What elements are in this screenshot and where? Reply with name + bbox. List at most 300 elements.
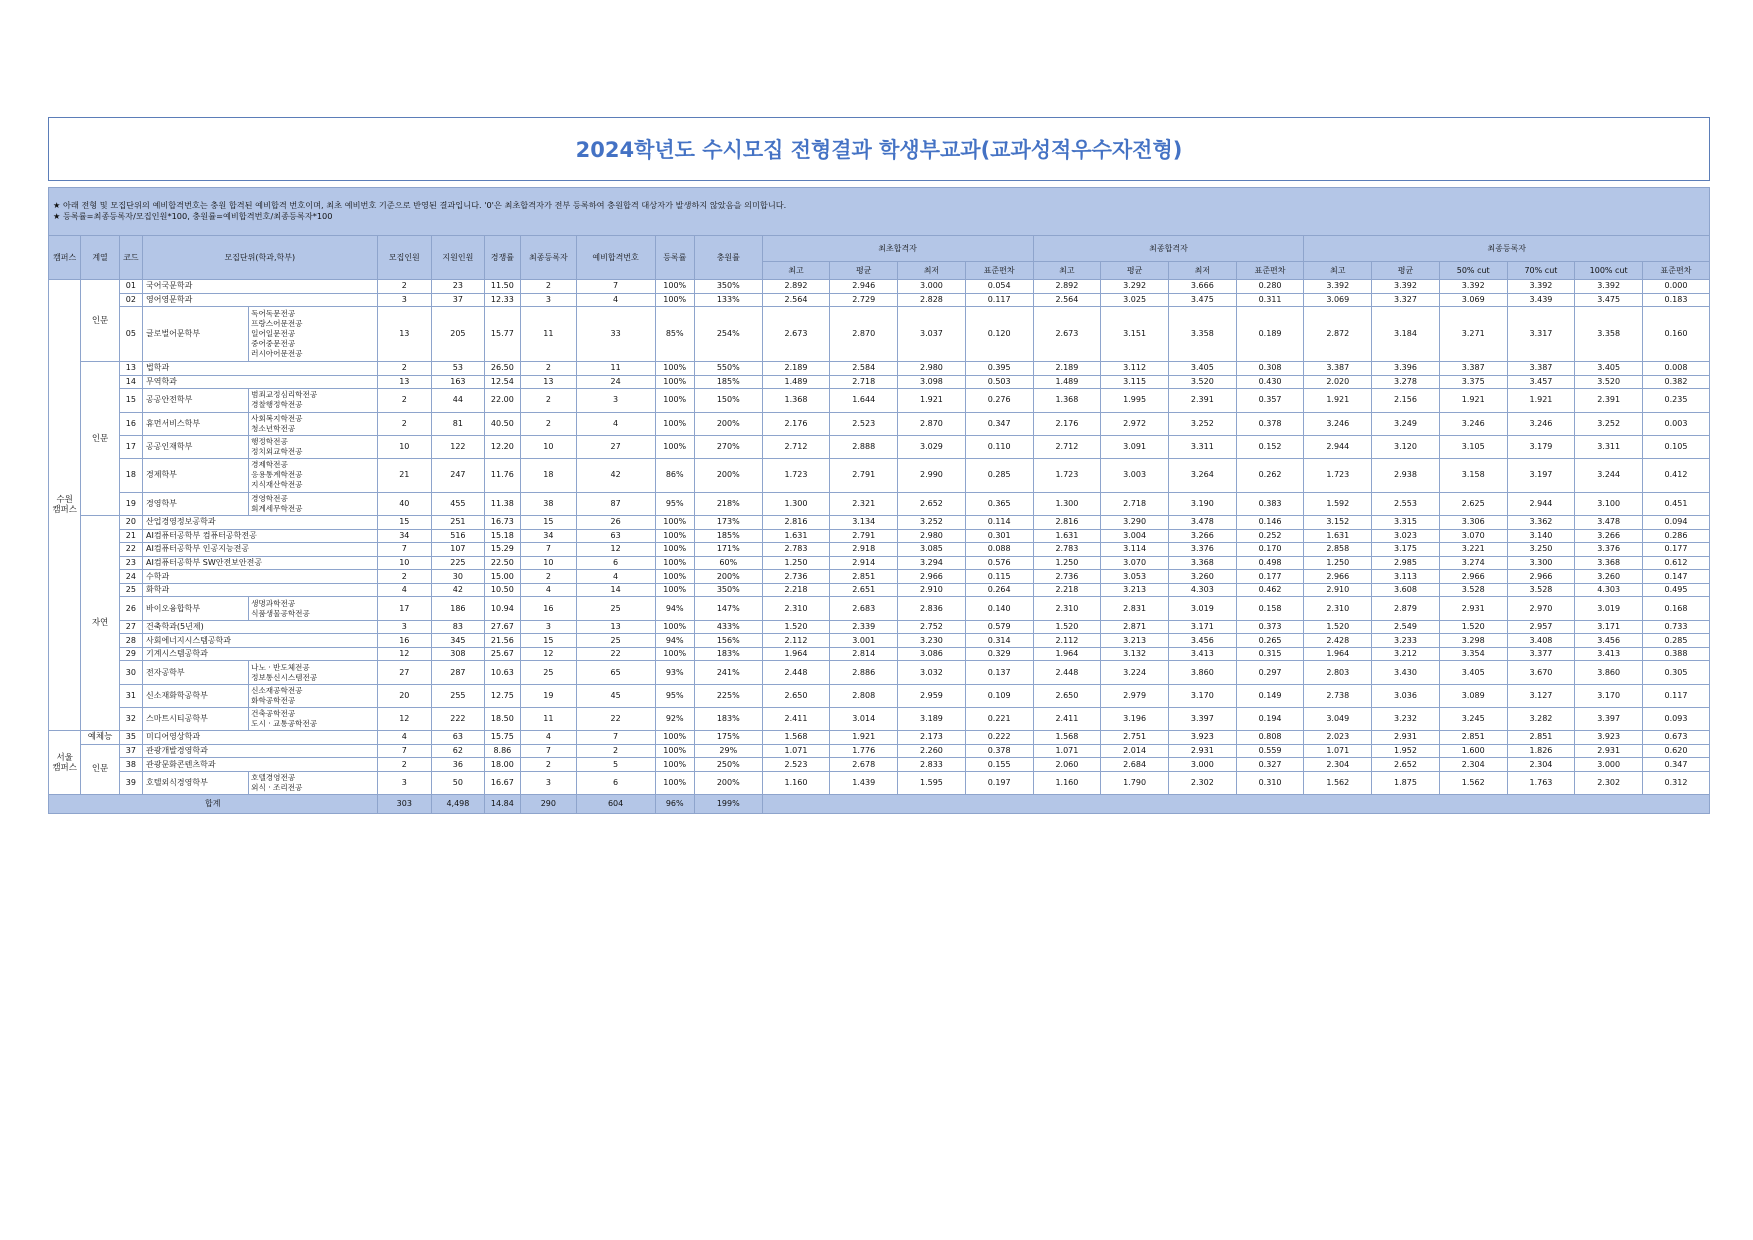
cell-value: 22.50 bbox=[484, 556, 520, 570]
total-row bbox=[49, 794, 1710, 813]
cell-value: 2.836 bbox=[898, 597, 966, 620]
cell-value: 20 bbox=[377, 684, 432, 707]
cell-value: 11.38 bbox=[484, 492, 520, 515]
cell-value: 2.738 bbox=[1304, 684, 1372, 707]
major-name: 일어일문전공 bbox=[251, 329, 296, 339]
cell-value: 0.498 bbox=[1236, 556, 1304, 570]
cell-value: 3.112 bbox=[1101, 362, 1169, 376]
cell-value: 2 bbox=[521, 412, 577, 435]
table-row bbox=[49, 684, 1710, 707]
cell-majors bbox=[249, 412, 377, 435]
cell-value: 0.120 bbox=[965, 307, 1033, 362]
cell-code: 31 bbox=[119, 684, 142, 707]
cell-value: 3.152 bbox=[1304, 515, 1372, 529]
cell-value: 2.302 bbox=[1575, 771, 1643, 794]
cell-value: 0.170 bbox=[1236, 543, 1304, 557]
cell-value: 2.304 bbox=[1507, 758, 1575, 772]
cell-value: 2.831 bbox=[1101, 597, 1169, 620]
cell-value: 3.300 bbox=[1507, 556, 1575, 570]
cell-value: 2.833 bbox=[898, 758, 966, 772]
cell-code: 38 bbox=[119, 758, 142, 772]
cell-value: 4 bbox=[377, 583, 432, 597]
cell-value: 200% bbox=[694, 412, 762, 435]
cell-value: 3.171 bbox=[1168, 620, 1236, 634]
cell-value: 25 bbox=[521, 661, 577, 684]
cell-value: 3.132 bbox=[1101, 647, 1169, 661]
cell-value: 0.168 bbox=[1643, 597, 1710, 620]
cell-value: 33 bbox=[576, 307, 655, 362]
cell-value: 4 bbox=[377, 731, 432, 745]
cell-value: 25 bbox=[576, 634, 655, 648]
cell-value: 1.250 bbox=[1033, 556, 1101, 570]
cell-value: 186 bbox=[432, 597, 485, 620]
cell-unit-name: 기계시스템공학과 bbox=[143, 647, 378, 661]
cell-value: 2.980 bbox=[898, 362, 966, 376]
major-name: 경찰행정학전공 bbox=[251, 400, 303, 410]
cell-value: 0.265 bbox=[1236, 634, 1304, 648]
cell-value: 0.276 bbox=[965, 389, 1033, 412]
cell-value: 2.391 bbox=[1168, 389, 1236, 412]
cell-value: 1.160 bbox=[762, 771, 830, 794]
cell-value: 175% bbox=[694, 731, 762, 745]
cell-value: 18 bbox=[521, 458, 577, 492]
cell-value: 7 bbox=[377, 744, 432, 758]
cell-value: 2.652 bbox=[1372, 758, 1440, 772]
cell-value: 3.327 bbox=[1372, 293, 1440, 307]
cell-value: 4 bbox=[576, 570, 655, 584]
cell-value: 7 bbox=[576, 280, 655, 294]
cell-value: 3.069 bbox=[1439, 293, 1507, 307]
cell-value: 2.523 bbox=[830, 412, 898, 435]
cell-value: 0.576 bbox=[965, 556, 1033, 570]
cell-value: 1.562 bbox=[1304, 771, 1372, 794]
cell-value: 11.50 bbox=[484, 280, 520, 294]
cell-value: 3.069 bbox=[1304, 293, 1372, 307]
cell-value: 3.264 bbox=[1168, 458, 1236, 492]
cell-value: 12 bbox=[377, 707, 432, 730]
cell-value: 0.155 bbox=[965, 758, 1033, 772]
cell-value: 34 bbox=[377, 529, 432, 543]
cell-value: 34 bbox=[521, 529, 577, 543]
cell-value: 1.952 bbox=[1372, 744, 1440, 758]
cell-value: 0.105 bbox=[1643, 435, 1710, 458]
cell-value: 2.966 bbox=[1304, 570, 1372, 584]
cell-value: 3.003 bbox=[1101, 458, 1169, 492]
cell-value: 2.304 bbox=[1439, 758, 1507, 772]
cell-value: 0.197 bbox=[965, 771, 1033, 794]
table-row bbox=[49, 307, 1710, 362]
cell-value: 7 bbox=[576, 731, 655, 745]
cell-value: 1.250 bbox=[1304, 556, 1372, 570]
cell-value: 1.723 bbox=[1033, 458, 1101, 492]
cell-value: 86% bbox=[655, 458, 694, 492]
cell-value: 1.071 bbox=[762, 744, 830, 758]
cell-value: 2.260 bbox=[898, 744, 966, 758]
cell-value: 0.329 bbox=[965, 647, 1033, 661]
cell-value: 0.357 bbox=[1236, 389, 1304, 412]
cell-value: 2.310 bbox=[1033, 597, 1101, 620]
cell-value: 87 bbox=[576, 492, 655, 515]
cell-value: 17 bbox=[377, 597, 432, 620]
cell-value: 2.910 bbox=[898, 583, 966, 597]
cell-value: 2.523 bbox=[762, 758, 830, 772]
col-unit: 모집단위(학과,학부) bbox=[143, 236, 378, 280]
cell-value: 222 bbox=[432, 707, 485, 730]
cell-value: 1.520 bbox=[1304, 620, 1372, 634]
cell-value: 0.310 bbox=[1236, 771, 1304, 794]
cell-value: 3.246 bbox=[1507, 412, 1575, 435]
cell-value: 2.673 bbox=[1033, 307, 1101, 362]
total-value: 14.84 bbox=[484, 794, 520, 813]
cell-value: 3.392 bbox=[1304, 280, 1372, 294]
cell-value: 133% bbox=[694, 293, 762, 307]
cell-value: 107 bbox=[432, 543, 485, 557]
table-row bbox=[49, 661, 1710, 684]
cell-unit-name: 글로벌어문학부 bbox=[143, 307, 249, 362]
cell-value: 122 bbox=[432, 435, 485, 458]
cell-value: 3.362 bbox=[1507, 515, 1575, 529]
cell-value: 0.451 bbox=[1643, 492, 1710, 515]
cell-value: 2.972 bbox=[1101, 412, 1169, 435]
cell-value: 0.140 bbox=[965, 597, 1033, 620]
cell-value: 173% bbox=[694, 515, 762, 529]
cell-value: 100% bbox=[655, 758, 694, 772]
cell-value: 100% bbox=[655, 375, 694, 389]
sub-header: 70% cut bbox=[1507, 262, 1575, 280]
cell-value: 4.303 bbox=[1575, 583, 1643, 597]
cell-value: 1.995 bbox=[1101, 389, 1169, 412]
cell-value: 2.791 bbox=[830, 529, 898, 543]
cell-value: 2.678 bbox=[830, 758, 898, 772]
cell-value: 3.105 bbox=[1439, 435, 1507, 458]
cell-value: 3.260 bbox=[1168, 570, 1236, 584]
cell-value: 0.114 bbox=[965, 515, 1033, 529]
major-name: 행정학전공 bbox=[251, 436, 288, 446]
cell-unit-name: 무역학과 bbox=[143, 375, 378, 389]
cell-value: 3.170 bbox=[1575, 684, 1643, 707]
cell-value: 100% bbox=[655, 543, 694, 557]
cell-value: 3.089 bbox=[1439, 684, 1507, 707]
cell-value: 3.019 bbox=[1168, 597, 1236, 620]
cell-value: 2.914 bbox=[830, 556, 898, 570]
table-body bbox=[49, 280, 1710, 814]
cell-value: 0.000 bbox=[1643, 280, 1710, 294]
major-name: 외식 · 조리전공 bbox=[251, 782, 303, 792]
cell-value: 93% bbox=[655, 661, 694, 684]
cell-value: 250% bbox=[694, 758, 762, 772]
cell-value: 3.478 bbox=[1168, 515, 1236, 529]
cell-value: 0.110 bbox=[965, 435, 1033, 458]
cell-value: 3.252 bbox=[1168, 412, 1236, 435]
cell-value: 12.20 bbox=[484, 435, 520, 458]
col-ratio: 경쟁률 bbox=[484, 236, 520, 280]
cell-value: 11 bbox=[521, 707, 577, 730]
cell-value: 3.430 bbox=[1372, 661, 1440, 684]
major-name: 사회복지학전공 bbox=[251, 413, 303, 423]
cell-value: 2.736 bbox=[762, 570, 830, 584]
cell-value: 3 bbox=[377, 293, 432, 307]
cell-value: 2.783 bbox=[1033, 543, 1101, 557]
cell-value: 2.814 bbox=[830, 647, 898, 661]
cell-majors bbox=[249, 389, 377, 412]
group-final: 최종합격자 bbox=[1033, 236, 1304, 262]
cell-value: 2.946 bbox=[830, 280, 898, 294]
cell-value: 225% bbox=[694, 684, 762, 707]
cell-value: 3.014 bbox=[830, 707, 898, 730]
cell-value: 2.938 bbox=[1372, 458, 1440, 492]
cell-value: 2.176 bbox=[1033, 412, 1101, 435]
table-row bbox=[49, 529, 1710, 543]
table-row bbox=[49, 543, 1710, 557]
cell-value: 2.791 bbox=[830, 458, 898, 492]
cell-value: 3.311 bbox=[1575, 435, 1643, 458]
cell-value: 3.120 bbox=[1372, 435, 1440, 458]
cell-unit-name: 호텔외식경영학부 bbox=[143, 771, 249, 794]
cell-value: 2.979 bbox=[1101, 684, 1169, 707]
group-registered: 최종등록자 bbox=[1304, 236, 1710, 262]
cell-value: 0.301 bbox=[965, 529, 1033, 543]
cell-value: 3.670 bbox=[1507, 661, 1575, 684]
cell-value: 1.644 bbox=[830, 389, 898, 412]
cell-value: 2 bbox=[521, 570, 577, 584]
cell-value: 2 bbox=[377, 362, 432, 376]
cell-majors bbox=[249, 771, 377, 794]
col-applicants: 지원인원 bbox=[432, 236, 485, 280]
cell-value: 3.298 bbox=[1439, 634, 1507, 648]
cell-value: 21 bbox=[377, 458, 432, 492]
table-row bbox=[49, 389, 1710, 412]
cell-value: 3.375 bbox=[1439, 375, 1507, 389]
cell-value: 1.600 bbox=[1439, 744, 1507, 758]
cell-value: 2 bbox=[521, 280, 577, 294]
cell-code: 02 bbox=[119, 293, 142, 307]
cell-value: 16 bbox=[521, 597, 577, 620]
cell-value: 2.980 bbox=[898, 529, 966, 543]
cell-value: 0.495 bbox=[1643, 583, 1710, 597]
sub-header: 표준편차 bbox=[1643, 262, 1710, 280]
sub-header: 최저 bbox=[1168, 262, 1236, 280]
cell-value: 0.264 bbox=[965, 583, 1033, 597]
cell-unit-name: 화학과 bbox=[143, 583, 378, 597]
cell-majors bbox=[249, 435, 377, 458]
cell-value: 16.67 bbox=[484, 771, 520, 794]
cell-value: 100% bbox=[655, 731, 694, 745]
cell-value: 94% bbox=[655, 634, 694, 648]
cell-value: 185% bbox=[694, 529, 762, 543]
cell-value: 2.189 bbox=[1033, 362, 1101, 376]
cell-value: 2.020 bbox=[1304, 375, 1372, 389]
cell-value: 2.189 bbox=[762, 362, 830, 376]
cell-value: 2.218 bbox=[762, 583, 830, 597]
cell-code: 16 bbox=[119, 412, 142, 435]
cell-value: 1.776 bbox=[830, 744, 898, 758]
cell-value: 3.170 bbox=[1168, 684, 1236, 707]
cell-value: 3.113 bbox=[1372, 570, 1440, 584]
sub-header: 100% cut bbox=[1575, 262, 1643, 280]
cell-value: 3 bbox=[521, 293, 577, 307]
cell-unit-name: AI컴퓨터공학부 컴퓨터공학전공 bbox=[143, 529, 378, 543]
cell-value: 42 bbox=[432, 583, 485, 597]
cell-value: 2.892 bbox=[1033, 280, 1101, 294]
cell-value: 1.921 bbox=[830, 731, 898, 745]
cell-code: 28 bbox=[119, 634, 142, 648]
cell-code: 20 bbox=[119, 515, 142, 529]
cell-value: 2.879 bbox=[1372, 597, 1440, 620]
note-line: ★ 아래 전형 및 모집단위의 예비합격번호는 충원 합격된 예비합격 번호이며, 최초 예비번호 기준으로 반영된 결과입니다. '0'은 최초합격자가 전부 등록하여 충원합격 대상자가 발생하지 않았음을 의미합니다. bbox=[53, 200, 787, 210]
cell-value: 27 bbox=[377, 661, 432, 684]
cell-value: 3.266 bbox=[1168, 529, 1236, 543]
cell-value: 0.347 bbox=[1643, 758, 1710, 772]
table-row bbox=[49, 556, 1710, 570]
cell-value: 0.612 bbox=[1643, 556, 1710, 570]
col-reg-rate: 등록률 bbox=[655, 236, 694, 280]
cell-value: 350% bbox=[694, 583, 762, 597]
cell-value: 3.860 bbox=[1575, 661, 1643, 684]
cell-unit-name: 관광문화콘텐츠학과 bbox=[143, 758, 378, 772]
cell-value: 3.397 bbox=[1575, 707, 1643, 730]
cell-unit-name: AI컴퓨터공학부 SW안전보안전공 bbox=[143, 556, 378, 570]
cell-value: 150% bbox=[694, 389, 762, 412]
cell-unit-name: 건축학과(5년제) bbox=[143, 620, 378, 634]
cell-value: 1.300 bbox=[1033, 492, 1101, 515]
major-name: 도시 · 교통공학전공 bbox=[251, 718, 318, 728]
cell-value: 21.56 bbox=[484, 634, 520, 648]
cell-value: 200% bbox=[694, 570, 762, 584]
cell-unit-name: 국어국문학과 bbox=[143, 280, 378, 294]
cell-value: 3.032 bbox=[898, 661, 966, 684]
cell-value: 0.378 bbox=[1236, 412, 1304, 435]
cell-value: 2.023 bbox=[1304, 731, 1372, 745]
cell-code: 14 bbox=[119, 375, 142, 389]
cell-value: 3.004 bbox=[1101, 529, 1169, 543]
major-name: 나노 · 반도체전공 bbox=[251, 662, 310, 672]
cell-value: 2.391 bbox=[1575, 389, 1643, 412]
cell-value: 2.957 bbox=[1507, 620, 1575, 634]
cell-majors bbox=[249, 458, 377, 492]
cell-value: 30 bbox=[432, 570, 485, 584]
cell-value: 4 bbox=[576, 412, 655, 435]
table-row bbox=[49, 731, 1710, 745]
cell-value: 3.158 bbox=[1439, 458, 1507, 492]
cell-value: 3.294 bbox=[898, 556, 966, 570]
cell-value: 12 bbox=[576, 543, 655, 557]
cell-value: 1.631 bbox=[1033, 529, 1101, 543]
cell-value: 0.383 bbox=[1236, 492, 1304, 515]
cell-value: 550% bbox=[694, 362, 762, 376]
cell-value: 2.870 bbox=[898, 412, 966, 435]
cell-value: 0.286 bbox=[1643, 529, 1710, 543]
cell-value: 12.33 bbox=[484, 293, 520, 307]
cell-value: 3.023 bbox=[1372, 529, 1440, 543]
cell-value: 2.729 bbox=[830, 293, 898, 307]
cell-value: 0.382 bbox=[1643, 375, 1710, 389]
cell-value: 3.528 bbox=[1439, 583, 1507, 597]
cell-value: 2.673 bbox=[762, 307, 830, 362]
cell-value: 185% bbox=[694, 375, 762, 389]
track-inmun: 인문 bbox=[81, 280, 119, 362]
cell-value: 3.392 bbox=[1507, 280, 1575, 294]
cell-value: 1.631 bbox=[762, 529, 830, 543]
table-row bbox=[49, 597, 1710, 620]
cell-value: 15.75 bbox=[484, 731, 520, 745]
table-row bbox=[49, 375, 1710, 389]
table-row bbox=[49, 620, 1710, 634]
cell-value: 81 bbox=[432, 412, 485, 435]
cell-value: 1.568 bbox=[762, 731, 830, 745]
cell-value: 1.723 bbox=[1304, 458, 1372, 492]
cell-value: 2.816 bbox=[1033, 515, 1101, 529]
cell-unit-name: 영어영문학과 bbox=[143, 293, 378, 307]
cell-value: 3.252 bbox=[898, 515, 966, 529]
table-row bbox=[49, 758, 1710, 772]
cell-value: 3.439 bbox=[1507, 293, 1575, 307]
cell-value: 0.733 bbox=[1643, 620, 1710, 634]
cell-value: 42 bbox=[576, 458, 655, 492]
cell-unit-name: 수학과 bbox=[143, 570, 378, 584]
note-line: ★ 등록률=최종등록자/모집인원*100, 충원률=예비합격번호/최종등록자*100 bbox=[53, 211, 333, 221]
cell-value: 4 bbox=[521, 583, 577, 597]
track-inmun: 인문 bbox=[81, 744, 119, 794]
cell-value: 3.244 bbox=[1575, 458, 1643, 492]
cell-value: 0.559 bbox=[1236, 744, 1304, 758]
cell-value: 22 bbox=[576, 707, 655, 730]
cell-value: 218% bbox=[694, 492, 762, 515]
sub-header: 50% cut bbox=[1439, 262, 1507, 280]
cell-value: 1.520 bbox=[762, 620, 830, 634]
cell-value: 18.00 bbox=[484, 758, 520, 772]
cell-code: 15 bbox=[119, 389, 142, 412]
col-fill-rate: 충원률 bbox=[694, 236, 762, 280]
cell-value: 100% bbox=[655, 515, 694, 529]
cell-value: 3.376 bbox=[1168, 543, 1236, 557]
cell-value: 0.395 bbox=[965, 362, 1033, 376]
cell-value: 95% bbox=[655, 684, 694, 707]
table-row bbox=[49, 771, 1710, 794]
cell-value: 8.86 bbox=[484, 744, 520, 758]
cell-value: 0.312 bbox=[1643, 771, 1710, 794]
cell-value: 100% bbox=[655, 771, 694, 794]
cell-value: 3.475 bbox=[1575, 293, 1643, 307]
cell-value: 0.146 bbox=[1236, 515, 1304, 529]
cell-value: 22 bbox=[576, 647, 655, 661]
cell-value: 3.134 bbox=[830, 515, 898, 529]
cell-code: 30 bbox=[119, 661, 142, 684]
cell-code: 13 bbox=[119, 362, 142, 376]
cell-value: 2 bbox=[377, 280, 432, 294]
group-initial: 최초합격자 bbox=[762, 236, 1033, 262]
cell-value: 0.147 bbox=[1643, 570, 1710, 584]
major-name: 청소년학전공 bbox=[251, 423, 296, 433]
cell-value: 516 bbox=[432, 529, 485, 543]
cell-code: 19 bbox=[119, 492, 142, 515]
cell-value: 3.037 bbox=[898, 307, 966, 362]
cell-value: 3.049 bbox=[1304, 707, 1372, 730]
cell-value: 2.651 bbox=[830, 583, 898, 597]
cell-value: 0.285 bbox=[1643, 634, 1710, 648]
cell-value: 0.412 bbox=[1643, 458, 1710, 492]
cell-value: 2.872 bbox=[1304, 307, 1372, 362]
cell-value: 3.478 bbox=[1575, 515, 1643, 529]
total-value: 604 bbox=[576, 794, 655, 813]
cell-value: 3.413 bbox=[1575, 647, 1643, 661]
cell-value: 0.008 bbox=[1643, 362, 1710, 376]
cell-value: 2.736 bbox=[1033, 570, 1101, 584]
cell-value: 40.50 bbox=[484, 412, 520, 435]
cell-code: 05 bbox=[119, 307, 142, 362]
cell-value: 2.966 bbox=[1507, 570, 1575, 584]
cell-value: 0.462 bbox=[1236, 583, 1304, 597]
table-row bbox=[49, 515, 1710, 529]
